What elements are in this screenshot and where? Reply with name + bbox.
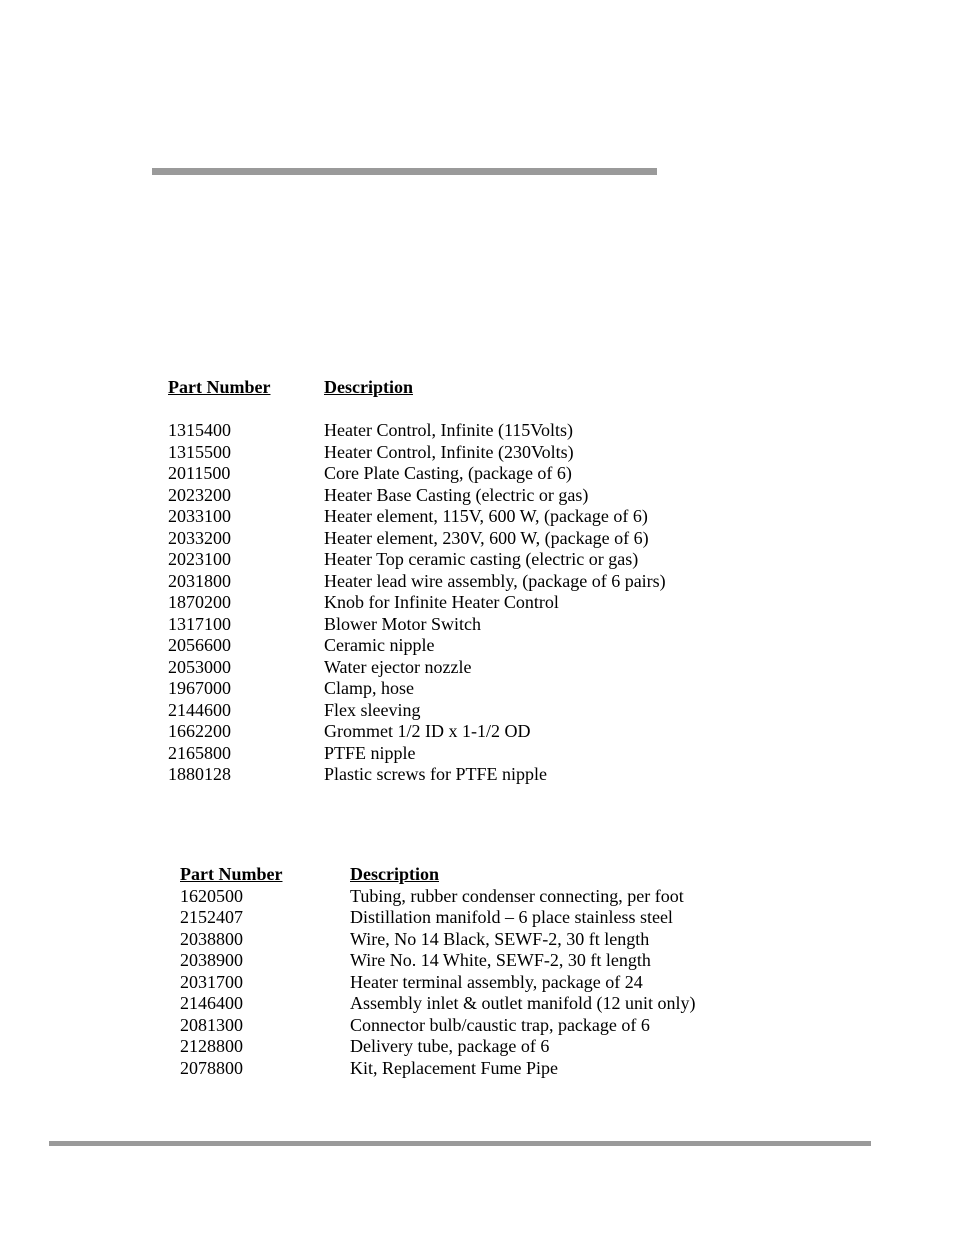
top-divider (152, 168, 657, 175)
part-number: 2078800 (180, 1057, 243, 1078)
part-number: 1870200 (168, 592, 231, 612)
part-number: 2023100 (168, 549, 231, 569)
table-row (168, 700, 666, 722)
part-description: Tubing, rubber condenser connecting, per foot (350, 885, 684, 906)
part-number: 1620500 (180, 885, 243, 906)
table-row (168, 485, 666, 507)
part-number: 2023200 (168, 484, 231, 505)
description-header: Description (324, 377, 413, 397)
table-row (168, 506, 666, 528)
part-description: Heater Control, Infinite (230Volts) (324, 441, 574, 462)
bottom-divider (49, 1141, 871, 1146)
table-row (180, 993, 695, 1015)
table-row (168, 571, 666, 593)
part-number-header: Part Number (180, 864, 283, 884)
table-header (180, 864, 695, 886)
part-number: 2033100 (168, 506, 231, 526)
description-header: Description (350, 864, 439, 884)
table-row (180, 1015, 695, 1037)
table-body (180, 886, 695, 1080)
table-row (168, 635, 666, 657)
table-row (180, 950, 695, 972)
table-row (180, 907, 695, 929)
part-number: 2011500 (168, 463, 231, 483)
part-description: Blower Motor Switch (324, 613, 481, 634)
part-number: 2033200 (168, 527, 231, 548)
part-number: 1315500 (168, 441, 231, 462)
table-row (168, 528, 666, 550)
part-description: Heater terminal assembly, package of 24 (350, 971, 643, 992)
part-number: 2128800 (180, 1036, 243, 1056)
table-row (180, 1036, 695, 1058)
table-row (168, 657, 666, 679)
part-number: 2056600 (168, 635, 231, 655)
part-number-header: Part Number (168, 377, 271, 397)
table-row (168, 463, 666, 485)
part-description: Knob for Infinite Heater Control (324, 592, 559, 612)
part-description: PTFE nipple (324, 742, 416, 763)
part-description: Clamp, hose (324, 678, 414, 698)
part-number: 2081300 (180, 1014, 243, 1035)
part-number: 2144600 (168, 699, 231, 720)
part-number: 2038900 (180, 950, 243, 970)
table-header (168, 377, 666, 399)
part-description: Flex sleeving (324, 699, 421, 720)
part-description: Grommet 1/2 ID x 1-1/2 OD (324, 721, 531, 741)
part-description: Connector bulb/caustic trap, package of 6 (350, 1014, 650, 1035)
part-description: Heater element, 230V, 600 W, (package of 6) (324, 527, 649, 548)
part-description: Heater element, 115V, 600 W, (package of 6) (324, 506, 648, 526)
table-body (168, 420, 666, 786)
part-number: 2053000 (168, 656, 231, 677)
parts-table-2 (180, 864, 695, 1079)
part-number: 1880128 (168, 764, 231, 784)
part-number: 1315400 (168, 420, 231, 440)
part-number: 1967000 (168, 678, 231, 698)
part-description: Wire No. 14 White, SEWF-2, 30 ft length (350, 950, 651, 970)
table-row (168, 549, 666, 571)
part-description: Heater Base Casting (electric or gas) (324, 484, 589, 505)
table-row (168, 678, 666, 700)
table-row (180, 929, 695, 951)
part-number: 1662200 (168, 721, 231, 741)
table-row (168, 442, 666, 464)
part-number: 2152407 (180, 907, 243, 927)
table-row (180, 972, 695, 994)
part-description: Heater Top ceramic casting (electric or gas) (324, 549, 639, 569)
parts-table-1 (168, 377, 666, 786)
part-description: Wire, No 14 Black, SEWF-2, 30 ft length (350, 928, 650, 949)
part-description: Plastic screws for PTFE nipple (324, 764, 547, 784)
part-description: Heater lead wire assembly, (package of 6 pairs) (324, 570, 666, 591)
part-number: 2031700 (180, 971, 243, 992)
table-row (168, 420, 666, 442)
part-description: Delivery tube, package of 6 (350, 1036, 550, 1056)
part-description: Distillation manifold – 6 place stainless steel (350, 907, 673, 927)
part-description: Ceramic nipple (324, 635, 435, 655)
table-row (168, 592, 666, 614)
part-description: Kit, Replacement Fume Pipe (350, 1057, 558, 1078)
part-description: Heater Control, Infinite (115Volts) (324, 420, 573, 440)
part-number: 2038800 (180, 928, 243, 949)
part-number: 2146400 (180, 993, 243, 1013)
part-number: 2031800 (168, 570, 231, 591)
table-row (168, 764, 666, 786)
part-description: Water ejector nozzle (324, 656, 472, 677)
part-number: 1317100 (168, 613, 231, 634)
part-number: 2165800 (168, 742, 231, 763)
table-row (180, 886, 695, 908)
part-description: Assembly inlet & outlet manifold (12 unit only) (350, 993, 696, 1013)
part-description: Core Plate Casting, (package of 6) (324, 463, 572, 483)
table-row (168, 743, 666, 765)
table-row (168, 614, 666, 636)
table-row (168, 721, 666, 743)
table-row (180, 1058, 695, 1080)
